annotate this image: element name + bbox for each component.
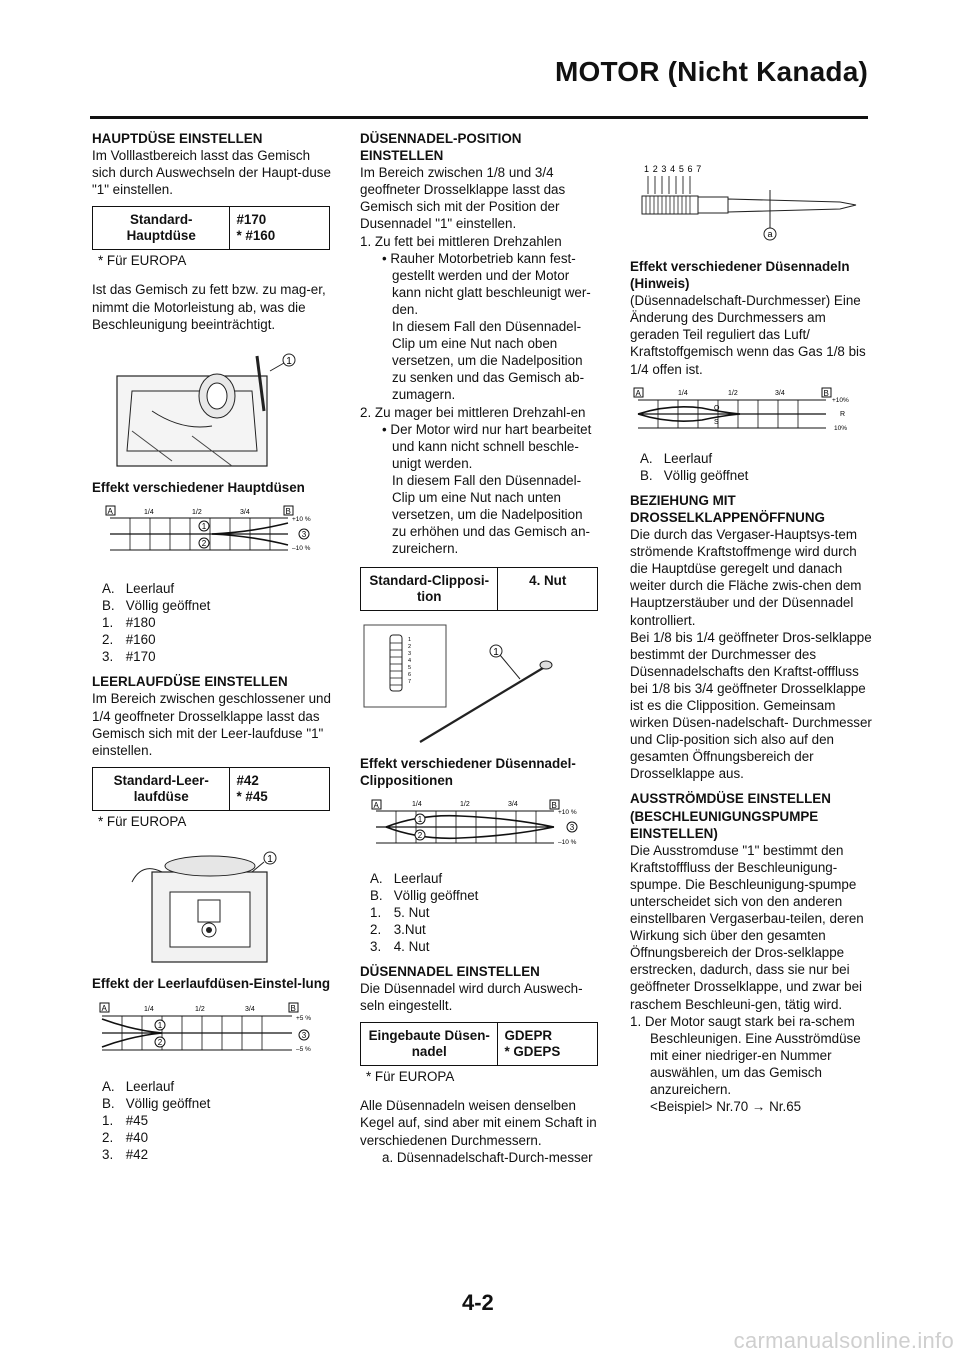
needle-shaft-illustration	[630, 160, 870, 250]
legend-item: 2. #40	[102, 1130, 149, 1146]
svg-text:1/4: 1/4	[144, 1005, 154, 1013]
paragraph: (Düsennadelschaft-Durchmesser) Eine Änderung des Durchmessers am geraden Teil reguliert das Luft/ Kraftstoffgemisch wenn das Gas 1/8 bis 1/4 offen ist.	[630, 293, 866, 377]
svg-text:2: 2	[157, 1037, 163, 1047]
svg-text:3/4: 3/4	[508, 800, 518, 808]
svg-text:3/4: 3/4	[245, 1005, 255, 1013]
svg-text:A: A	[107, 506, 113, 516]
spec-table	[92, 206, 330, 250]
chart-title: Effekt verschiedener Düsennadel-Clippositionen	[360, 756, 576, 789]
section-title: AUSSTRÖMDÜSE EINSTELLEN (BESCHLEUNIGUNGSPUMPE EINSTELLEN)	[630, 791, 831, 841]
svg-text:A: A	[101, 1003, 107, 1013]
spec-value: #170 * #160	[230, 207, 330, 250]
legend-item: 2. #160	[102, 632, 156, 648]
paragraph: Im Volllastbereich lasst das Gemisch sich durch Auswechseln der Haupt-duse "1" einstellen.	[92, 148, 331, 198]
svg-text:10%: 10%	[834, 424, 848, 432]
legend-list	[360, 870, 600, 955]
svg-text:1: 1	[157, 1020, 163, 1030]
chart-title: Effekt der Leerlaufdüsen-Einstel-lung	[92, 975, 331, 991]
pilot-jet-chart	[92, 998, 332, 1070]
svg-text:6: 6	[408, 672, 412, 679]
list-item: In diesem Fall den Düsennadel-Clip um eine Nut nach unten versetzen, um die Nadelposition zu erhöhen und das Gemisch an-zureichern.	[392, 472, 591, 557]
section-title: DÜSENNADEL-POSITION EINSTELLEN	[360, 131, 522, 164]
legend-item: 2. 3.Nut	[370, 921, 426, 937]
svg-text:R: R	[840, 410, 846, 418]
legend-item: B. Völlig geöffnet	[640, 467, 749, 483]
section-title: LEERLAUFDÜSE EINSTELLEN	[92, 674, 288, 690]
legend-item: B. Völlig geöffnet	[102, 1096, 211, 1112]
svg-text:B: B	[285, 506, 291, 516]
paragraph: Die Ausstromduse "1" bestimmt den Kraftstofffluss der Beschleunigung-spumpe. Die Beschleunigung-spumpe unterscheidet sich von den anderen einstellbaren Vergaserbau-teilen, deren Wirkung sich über den gesamten Öffnungsbereich der Dros-selklappe erstrecken, dadurch, dass sie nur bei geöffneter Drosselklappe, und zwar bei raschem Beschleuni-gen, tätig wird.	[630, 842, 864, 1012]
legend-item: B. Völlig geöffnet	[102, 597, 211, 613]
main-jet-chart	[92, 502, 332, 572]
svg-text:–10 %: –10 %	[292, 544, 311, 552]
legend-item: 3. #170	[102, 649, 156, 665]
spec-table	[92, 767, 330, 811]
chart-title: Effekt verschiedener Hauptdüsen	[92, 479, 305, 495]
spec-key: Standard-Hauptdüse	[93, 207, 230, 250]
spec-key: Eingebaute Düsen-nadel	[361, 1023, 498, 1066]
svg-text:+5 %: +5 %	[296, 1014, 311, 1022]
legend-item: 3. #42	[102, 1147, 149, 1163]
clip-position-chart	[360, 796, 600, 862]
svg-text:5: 5	[408, 665, 412, 672]
svg-text:+10 %: +10 %	[292, 515, 311, 523]
legend-item: 1. 5. Nut	[370, 904, 430, 920]
svg-text:B: B	[290, 1003, 296, 1013]
svg-text:B: B	[823, 388, 829, 398]
svg-text:+10%: +10%	[832, 396, 849, 404]
spec-value: GDEPR * GDEPS	[498, 1023, 598, 1066]
svg-text:B: B	[551, 800, 557, 810]
svg-text:1/2: 1/2	[460, 800, 470, 808]
page-number: 4-2	[462, 1290, 494, 1315]
legend-list	[92, 580, 332, 665]
spec-note: * Für EUROPA	[98, 253, 187, 269]
svg-text:3: 3	[569, 822, 575, 832]
svg-text:1/2: 1/2	[192, 508, 202, 516]
main-jet-illustration	[92, 341, 322, 471]
svg-text:4: 4	[408, 658, 412, 665]
legend-item: 1. #45	[102, 1113, 149, 1129]
paragraph: Bei 1/8 bis 1/4 geöffneter Dros-selklappe bestimmt der Durchmesser des Düsennadelschafts den Kraftst-offfluss bei 1/8 bis 3/4 geöffneter Drosselklappe ist es die Clipposition. Gemeinsam wirken Düsen-nadelschaft- Durchmesser und Clip-position sich also auf den gesamten Öffnungsbereich der Drosselklappe aus.	[630, 629, 872, 782]
paragraph: Die durch das Vergaser-Hauptsys-tem strömende Kraftstoffmenge wird durch die Hauptdüse geregelt und danach weiter durch die Fläche zwis-chen dem Hauptzerstäuber und der Düsennadel kontrolliert.	[630, 527, 862, 628]
list-item: a. Düsennadelschaft-Durch-messer	[382, 1149, 593, 1165]
legend-list	[630, 450, 872, 484]
svg-text:3: 3	[301, 1030, 307, 1040]
svg-text:1/4: 1/4	[678, 389, 688, 397]
section-title: Effekt verschiedener Düsennadeln (Hinweis)	[630, 259, 850, 292]
list-item: 2. Zu mager bei mittleren Drehzahl-en	[360, 404, 586, 420]
numbered-list	[360, 233, 600, 558]
svg-text:1/4: 1/4	[144, 508, 154, 516]
svg-text:–5 %: –5 %	[296, 1045, 311, 1053]
svg-text:3/4: 3/4	[240, 508, 250, 516]
spec-key: Standard-Leer-laufdüse	[93, 767, 230, 810]
numbered-list	[630, 1013, 872, 1116]
callout-label: 1	[286, 355, 292, 367]
needle-clip-illustration	[360, 617, 590, 747]
spec-value: #42 * #45	[230, 767, 330, 810]
svg-text:A: A	[635, 388, 641, 398]
callout-label: a	[767, 229, 773, 239]
section-title: BEZIEHUNG MIT DROSSELKLAPPENÖFFNUNG	[630, 492, 825, 525]
svg-text:1/2: 1/2	[195, 1005, 205, 1013]
section-title: HAUPTDÜSE EINSTELLEN	[92, 131, 263, 146]
legend-list	[92, 1078, 332, 1163]
legend-item: A. Leerlauf	[102, 1078, 175, 1094]
svg-text:+10 %: +10 %	[558, 808, 577, 816]
legend-item: B. Völlig geöffnet	[370, 887, 479, 903]
svg-text:–10 %: –10 %	[558, 838, 577, 846]
svg-text:2: 2	[201, 538, 207, 548]
paragraph: Im Bereich zwischen geschlossener und 1/4 geoffneter Drosselklappe lasst das Gemisch sich mit der Leer-laufduse "1" einstellen.	[92, 691, 331, 758]
legend-item: A. Leerlauf	[102, 580, 175, 596]
spec-value: 4. Nut	[498, 568, 598, 611]
needle-diameter-chart	[630, 386, 870, 442]
svg-text:2: 2	[408, 644, 412, 651]
svg-text:3/4: 3/4	[775, 389, 785, 397]
svg-text:A: A	[373, 800, 379, 810]
list-item: 1. Zu fett bei mittleren Drehzahlen	[360, 233, 562, 249]
svg-text:7: 7	[408, 679, 412, 686]
svg-text:1: 1	[417, 814, 423, 824]
spec-note: * Für EUROPA	[366, 1069, 455, 1085]
header-rule	[90, 116, 868, 119]
spec-table	[360, 1022, 598, 1066]
spec-note: * Für EUROPA	[98, 813, 187, 829]
svg-text:S: S	[714, 418, 719, 426]
list-item: In diesem Fall den Düsennadel-Clip um eine Nut nach oben versetzen, um die Nadelposition zu senken und das Gemisch ab-zumagern.	[392, 319, 585, 403]
legend-item: A. Leerlauf	[640, 450, 713, 466]
callout-label: 1	[267, 853, 273, 865]
pilot-jet-illustration	[92, 842, 322, 967]
list-item: • Rauher Motorbetrieb kann fest-gestellt werden und der Motor kann nicht glatt beschleunigt wer-den.	[382, 250, 591, 317]
page-title: MOTOR (Nicht Kanada)	[554, 56, 868, 87]
paragraph: Alle Düsennadeln weisen denselben Kegel auf, sind aber mit einem Schaft in verschiedenen Durchmessern.	[360, 1098, 597, 1148]
column-right	[630, 130, 872, 1115]
svg-text:3: 3	[408, 651, 412, 658]
list-item: 1. Der Motor saugt stark bei ra-schem Beschleunigen. Eine Ausströmdüse mit einer niedriger-en Nummer auswählen, um das Gemisch anzureichern.	[630, 1013, 861, 1098]
spec-table	[360, 567, 598, 611]
svg-text:Q: Q	[714, 404, 720, 412]
svg-text:1/2: 1/2	[728, 389, 738, 397]
column-middle	[360, 130, 600, 1166]
list-item: • Der Motor wird nur hart bearbeitet und kann nicht schnell beschle-unigt werden.	[382, 421, 592, 471]
example-line: <Beispiel> Nr.70 → Nr.65	[650, 1099, 802, 1115]
svg-text:3: 3	[301, 529, 307, 539]
legend-item: 1. #180	[102, 615, 156, 631]
paragraph: Ist das Gemisch zu fett bzw. zu mag-er, nimmt die Motorleistung ab, was die Beschleunigung beeinträchtigt.	[92, 282, 326, 332]
svg-text:2: 2	[417, 830, 423, 840]
legend-item: 3. 4. Nut	[370, 938, 430, 954]
groove-numbers: 1 2 3 4 5 6 7	[644, 164, 702, 174]
callout-label: 1	[493, 647, 499, 659]
paragraph: Im Bereich zwischen 1/8 und 3/4 geoffneter Drosselklappe lasst das Gemisch sich mit der Position der Dusennadel "1" einstellen.	[360, 165, 566, 232]
section-title: DÜSENNADEL EINSTELLEN	[360, 964, 540, 979]
legend-item: A. Leerlauf	[370, 870, 443, 886]
svg-text:1: 1	[201, 521, 207, 531]
watermark: carmanualsonline.info	[733, 1328, 954, 1353]
paragraph: Die Düsennadel wird durch Auswech-seln eingestellt.	[360, 981, 583, 1014]
svg-text:1/4: 1/4	[412, 800, 422, 808]
column-left	[92, 130, 332, 1171]
svg-text:1: 1	[408, 637, 412, 644]
spec-key: Standard-Clipposi-tion	[361, 568, 498, 611]
